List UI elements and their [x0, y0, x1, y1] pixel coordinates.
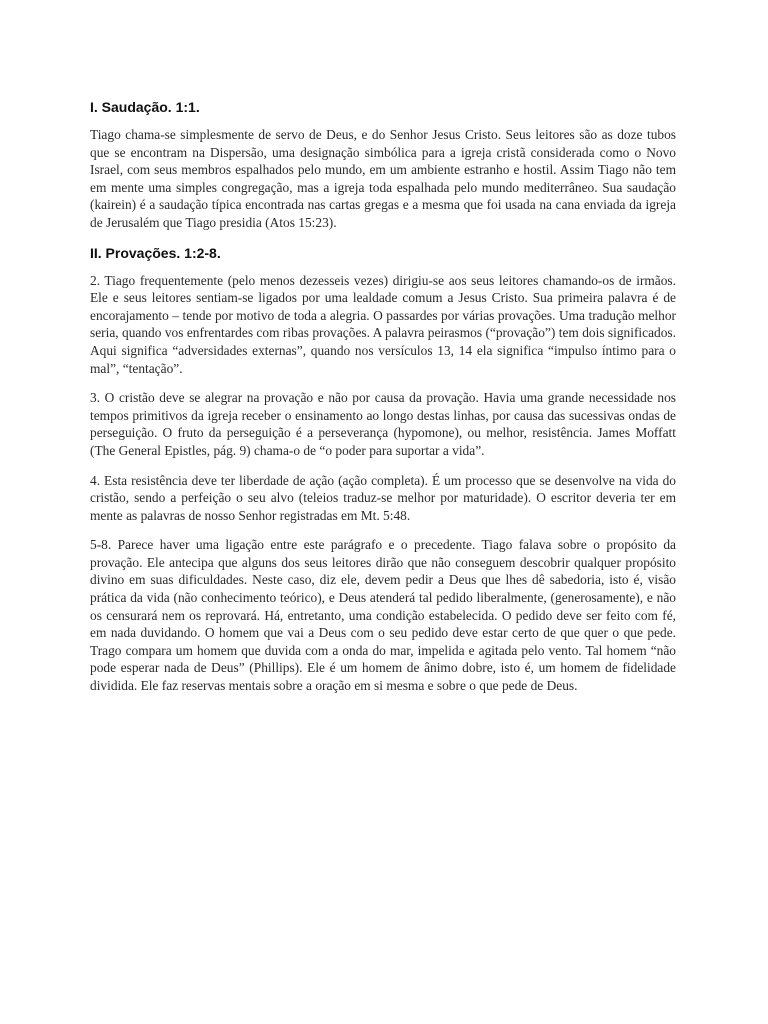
document-page — [90, 98, 676, 707]
section-heading-saudacao: I. Saudação. 1:1. — [90, 99, 200, 115]
section-heading-provacoes: II. Provações. 1:2-8. — [90, 244, 221, 261]
paragraph-verse-2: 2. Tiago frequentemente (pelo menos dezesseis vezes) dirigiu-se aos seus leitores chamando-os de irmãos. Ele e seus leitores sentiam-se ligados por uma lealdade comum a Jesus Cristo. Sua primeira palavra é de encorajamento – tende por motivo de toda a alegria. O passardes por várias provações. Uma tradução melhor seria, quando vos enfrentardes com ribas provações. A palavra peirasmos (“provação”) tem dois significados. Aqui significa “adversidades externas”, quando nos versículos 13, 14 ela significa “impulso íntimo para o mal”, “tentação”. — [90, 272, 676, 376]
paragraph-verses-5-8: 5-8. Parece haver uma ligação entre este parágrafo e o precedente. Tiago falava sobre o propósito da provação. Ele antecipa que alguns dos seus leitores dirão que não conseguem descobrir qualquer propósito divino em suas dificuldades. Neste caso, diz ele, devem pedir a Deus que lhes dê sabedoria, isto é, visão prática da vida (não conhecimento teórico), e Deus atenderá tal pedido liberalmente, (generosamente), e não os censurará nem os reprovará. Há, entretanto, uma condição estabelecida. O pedido deve ser feito com fé, em nada duvidando. O homem que vai a Deus com o seu pedido deve estar certo de que quer o que pede. Trago compara um homem que duvida com a onda do mar, impelida e agitada pelo vento. Tal homem “não pode esperar nada de Deus” (Phillips). Ele é um homem de ânimo dobre, isto é, um homem de fidelidade dividida. Ele faz reservas mentais sobre a oração em si mesma e sobre o que pede de Deus. — [90, 537, 676, 694]
paragraph-verse-3: 3. O cristão deve se alegrar na provação e não por causa da provação. Havia uma grande necessidade nos tempos primitivos da igreja receber o ensinamento ao longo destas linhas, por causa das sucessivas ondas de perseguição. O fruto da perseguição é a perseverança (hypomone), ou melhor, resistência. James Moffatt (The General Epistles, pág. 9) chama-o de “o poder para suportar a vida”. — [90, 390, 676, 458]
paragraph-saudacao: Tiago chama-se simplesmente de servo de Deus, e do Senhor Jesus Cristo. Seus leitores são as doze tubos que se encontram na Dispersão, uma designação simbólica para a igreja cristã considerada como o Novo Israel, com seus membros espalhados pelo mundo, em um ambiente estranho e hostil. Assim Tiago não tem em mente uma simples congregação, mas a igreja toda espalhada pelo mundo mediterrâneo. Sua saudação (kairein) é a saudação típica encontrada nas cartas gregas e a mesma que foi usada na cana enviada da igreja de Jerusalém que Tiago presidia (Atos 15:23). — [90, 127, 676, 230]
paragraph-verse-4: 4. Esta resistência deve ter liberdade de ação (ação completa). É um processo que se desenvolve na vida do cristão, sendo a perfeição o seu alvo (teleios traduz-se melhor por maturidade). O escritor deveria ter em mente as palavras de nosso Senhor registradas em Mt. 5:48. — [90, 472, 676, 523]
